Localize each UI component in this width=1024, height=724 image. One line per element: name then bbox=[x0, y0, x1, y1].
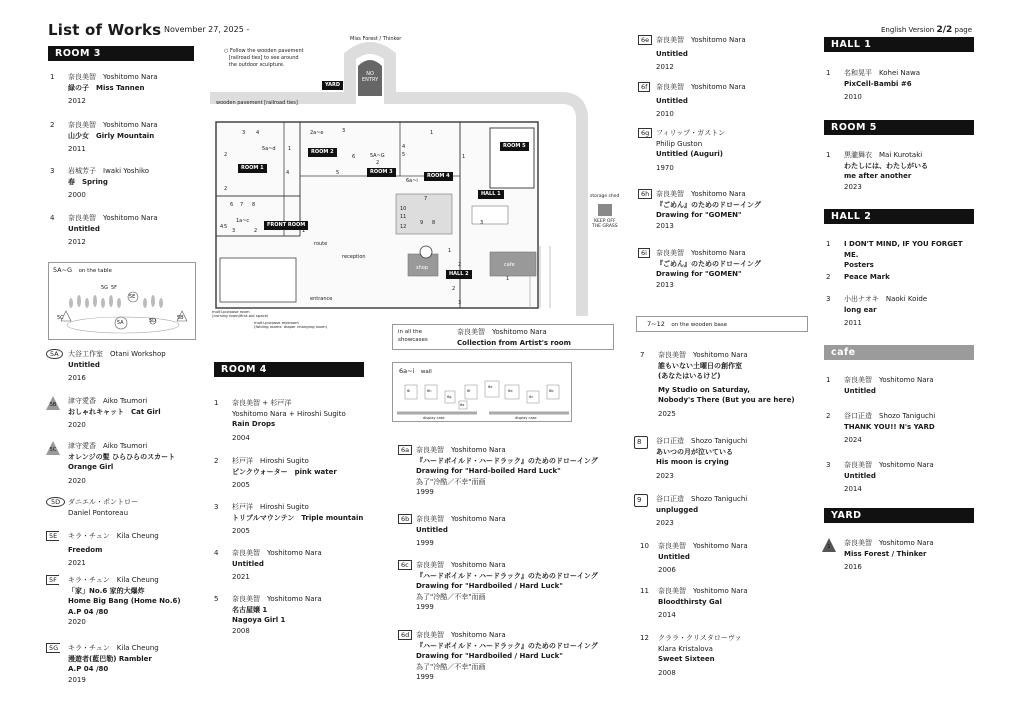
map-num: 5 bbox=[336, 170, 340, 176]
section-hall1: HALL 1 bbox=[824, 37, 974, 52]
map-hall1: HALL 1 bbox=[478, 190, 504, 199]
map-num: 1 bbox=[448, 248, 452, 254]
wall-mark: 6a bbox=[460, 403, 465, 407]
map-num: 1 bbox=[430, 130, 434, 136]
map-restroom-2: multi-purpose restroom (folding rooms' diaper changing room) bbox=[254, 320, 328, 330]
yard-tag: YARD bbox=[322, 81, 343, 90]
display-case-label: display case bbox=[423, 416, 445, 420]
map-num: 5 bbox=[402, 152, 406, 158]
map-num: 6 bbox=[352, 154, 356, 160]
list-item: 6h 奈良美智 Yoshitomo Nara 『ごめん』のためのドローイング Drawing for "GOMEN" 2013 bbox=[638, 189, 808, 231]
map-hall2: HALL 2 bbox=[446, 270, 472, 279]
map-num: 3 bbox=[342, 128, 346, 134]
mark-5a: 5A bbox=[117, 320, 124, 326]
map-num: 9 bbox=[420, 220, 424, 226]
map-front-room: FRONT ROOM bbox=[264, 221, 308, 230]
pavement-label: wooden pavement [railroad ties] bbox=[216, 100, 298, 106]
wall-mark: 6c bbox=[529, 395, 534, 399]
map-num: 6 bbox=[230, 202, 234, 208]
list-item: 6b 奈良美智 Yoshitomo Nara Untitled 1999 bbox=[398, 514, 628, 549]
wall-mark: 6g bbox=[447, 395, 452, 399]
map-num: 3 bbox=[232, 228, 236, 234]
list-item: 5F キラ・チュン Kila Cheung 「家」No.6 家的大爆炸 Home Big Bang (Home No.6) A.P 04 /80 2020 bbox=[46, 575, 206, 628]
table-figures bbox=[49, 263, 195, 339]
map-room5: ROOM 5 bbox=[500, 142, 529, 151]
map-keep-off: KEEP OFF THE GRASS bbox=[592, 219, 618, 229]
mark-5b: 5B bbox=[177, 315, 184, 321]
mark-5d: 5D bbox=[149, 318, 157, 324]
list-item: 6i 奈良美智 Yoshitomo Nara 『ごめん』のためのドローイング Drawing for "GOMEN" 2013 bbox=[638, 248, 808, 290]
map-num: 12 bbox=[400, 224, 407, 230]
map-num: 2 bbox=[376, 160, 380, 166]
map-num: 8 bbox=[252, 202, 256, 208]
list-item: 3 岩城芳子 Iwaki Yoshiko 春 Spring 2000 bbox=[50, 167, 150, 199]
map-num: 1 bbox=[302, 228, 306, 234]
map-note: ○ Follow the wooden pavement [railroad ties] to see around the outdoor sculpture. bbox=[224, 48, 304, 68]
list-item: 1 名和晃平 Kohei Nawa PixCell-Bambi #6 2010 bbox=[826, 69, 920, 101]
list-item: 2 Peace Mark bbox=[826, 273, 890, 281]
map-num: 1a~c bbox=[236, 218, 250, 224]
map-num: 4 bbox=[256, 130, 260, 136]
list-item: 5B 津守愛香 Aiko Tsumori おしゃれキャット Cat Girl 2020 bbox=[46, 396, 206, 431]
list-item: 2 奈良美智 Yoshitomo Nara 山少女 Girly Mountain 2011 bbox=[50, 121, 158, 153]
section-room4: ROOM 4 bbox=[214, 362, 364, 377]
section-cafe: cafe bbox=[824, 345, 974, 360]
wall-mark: 6f bbox=[467, 389, 471, 393]
mark-5g: 5G bbox=[101, 285, 109, 291]
wall-mark: 6d bbox=[508, 389, 513, 393]
wall-mark: 6i bbox=[407, 389, 411, 393]
list-item: 5A 大谷工作室 Otani Workshop Untitled 2016 bbox=[46, 349, 206, 384]
map-num: 7 bbox=[240, 202, 244, 208]
list-item: 1 奈良美智 + 杉戸洋 Yoshitomo Nara + Hiroshi Sugito Rain Drops 2004 bbox=[214, 399, 346, 442]
map-num: 3 bbox=[242, 130, 246, 136]
list-item: 8 谷口正造 Shozo Taniguchi あいつの月が泣いている His moon is crying 2023 bbox=[634, 436, 810, 481]
map-num: 7 bbox=[424, 196, 428, 202]
list-item: 9 谷口正造 Shozo Taniguchi unplugged 2023 bbox=[634, 494, 810, 529]
list-item: 5C 津守愛香 Aiko Tsumori オレンジの髪 ひらひらのスカート Orange Girl 2020 bbox=[46, 441, 206, 486]
list-item: 12 クララ・クリスタローヴァ Klara Kristalova Sweet Sixteen 2008 bbox=[640, 634, 742, 677]
mark-5c: 5C bbox=[57, 315, 64, 321]
map-num: 1 bbox=[462, 154, 466, 160]
list-item: 6e 奈良美智 Yoshitomo Nara Untitled 2012 bbox=[638, 35, 808, 73]
wall-mark: 6h bbox=[427, 389, 432, 393]
list-item: 3 奈良美智 Yoshitomo Nara Untitled 2014 bbox=[826, 461, 934, 493]
list-item: 6c 奈良美智 Yoshitomo Nara 『ハードボイルド・ハードラック』のためのドローイング Drawing for "Hardboiled / Hard Luck" 為了"冷酷／不幸"而画 1999 bbox=[398, 560, 628, 613]
map-num: 2 bbox=[458, 262, 462, 268]
list-item: 11 奈良美智 Yoshitomo Nara Bloodthirsty Gal 2014 bbox=[640, 587, 748, 619]
map-shop: shop bbox=[416, 265, 429, 271]
wall-mark: 6b bbox=[549, 389, 554, 393]
map-reception: reception bbox=[342, 254, 366, 260]
list-item: 3 杉戸洋 Hiroshi Sugito トリプルマウンテン Triple mountain 2005 bbox=[214, 503, 364, 535]
page-title: List of Works bbox=[48, 21, 162, 39]
map-num: 1 bbox=[288, 146, 292, 152]
table-diagram: 5A~G on the table 5G 5F 5E 5C 5A 5D 5B bbox=[48, 262, 196, 340]
list-item: 5 奈良美智 Yoshitomo Nara 名古屋嬢 1 Nagoya Girl 1 2008 bbox=[214, 595, 322, 635]
map-room2: ROOM 2 bbox=[308, 148, 337, 157]
showcase-note: in all the showcases 奈良美智 Yoshitomo Nara Collection from Artist's room bbox=[392, 324, 614, 350]
map-num: 2 bbox=[224, 186, 228, 192]
map-num: 2 bbox=[254, 228, 258, 234]
map-num: 1 bbox=[506, 276, 510, 282]
exhibition-date: November 27, 2025 - bbox=[164, 25, 250, 34]
mark-5e: 5E bbox=[129, 294, 136, 300]
map-num: 5A~G bbox=[370, 153, 385, 159]
map-num: 6a~i bbox=[406, 178, 418, 184]
list-item: 5D ダニエル・ポントロー Daniel Pontoreau bbox=[46, 497, 206, 518]
section-room3: ROOM 3 bbox=[48, 46, 194, 61]
section-yard: YARD bbox=[824, 508, 974, 523]
map-entrance: entrance bbox=[310, 296, 333, 302]
map-room1: ROOM 1 bbox=[238, 164, 267, 173]
list-item: 5E キラ・チュン Kila Cheung Freedom 2021 bbox=[46, 531, 206, 569]
list-item: 4 奈良美智 Yoshitomo Nara Untitled 2021 bbox=[214, 549, 322, 581]
map-room4: ROOM 4 bbox=[424, 172, 453, 181]
list-item: 1 奈良美智 Yoshitomo Nara 緑の子 Miss Tannen 2012 bbox=[50, 73, 158, 105]
map-cafe: cafe bbox=[504, 262, 515, 268]
map-num: 8 bbox=[432, 220, 436, 226]
list-item: 1 奈良美智 Yoshitomo Nara Untitled bbox=[826, 376, 934, 395]
list-item: 3 小出ナオキ Naoki Koide long ear 2011 bbox=[826, 295, 928, 327]
map-num: 4 bbox=[402, 144, 406, 150]
map-num: 2a~e bbox=[310, 130, 324, 136]
list-item: 1 I DON'T MIND, IF YOU FORGET ME. Posters bbox=[826, 240, 963, 269]
list-item: 4 奈良美智 Yoshitomo Nara Untitled 2012 bbox=[50, 214, 158, 246]
version-label: English Version 2/2 page bbox=[880, 25, 972, 35]
map-restroom: multi-purpose room (nursing room/first-aid space) bbox=[212, 309, 269, 319]
list-item: 5G キラ・チュン Kila Cheung 漫遊者(藍巴勒) Rambler A.P 04 /80 2019 bbox=[46, 643, 206, 685]
list-item: 1 奈良美智 Yoshitomo Nara Miss Forest / Thinker 2016 bbox=[822, 538, 978, 573]
map-num: 10 bbox=[400, 206, 407, 212]
map-num: 4 bbox=[286, 170, 290, 176]
list-item: 7 奈良美智 Yoshitomo Nara 誰もいない土曜日の創作室 (あなたはいるけど) My Studio on Saturday, Nobody's There (But you are here) 2025 bbox=[640, 351, 795, 418]
map-num: 3 bbox=[458, 300, 462, 306]
map-num: 11 bbox=[400, 214, 407, 220]
list-item: 10 奈良美智 Yoshitomo Nara Untitled 2006 bbox=[640, 542, 748, 574]
map-route: route bbox=[314, 241, 328, 247]
map-num: 2 bbox=[224, 152, 228, 158]
list-item: 1 黒瀧舞衣 Mai Kurotaki わたしには、わたしがいる me after another 2023 bbox=[826, 151, 928, 191]
wooden-base-note: 7~12 on the wooden base bbox=[636, 316, 808, 332]
no-entry-sign: NO ENTRY bbox=[362, 71, 379, 83]
wall-diagram: 6a~i wall 6i 6h 6g 6f 6e 6d 6c 6b 6a display case display case bbox=[392, 362, 572, 422]
floor-map bbox=[210, 36, 620, 330]
list-item: 6g フィリップ・ガストン Philip Guston Untitled (Auguri) 1970 bbox=[638, 128, 808, 173]
map-num: 4 bbox=[220, 224, 224, 230]
list-item: 6f 奈良美智 Yoshitomo Nara Untitled 2010 bbox=[638, 82, 808, 120]
wall-mark: 6e bbox=[488, 385, 493, 389]
map-num: 2 bbox=[452, 286, 456, 292]
map-num: 3 bbox=[480, 220, 484, 226]
section-hall2: HALL 2 bbox=[824, 209, 974, 224]
list-item: 2 谷口正造 Shozo Taniguchi THANK YOU!! N's YARD 2024 bbox=[826, 412, 936, 444]
list-item: 6d 奈良美智 Yoshitomo Nara 『ハードボイルド・ハードラック』のためのドローイング Drawing for "Hardboiled / Hard Luck" 為了"冷酷／不幸"而画 1999 bbox=[398, 630, 628, 683]
list-item: 6a 奈良美智 Yoshitomo Nara 『ハードボイルド・ハードラック』のためのドローイング Drawing for "Hard-boiled Hard Luck" 為了"冷酷／不幸"而画 1999 bbox=[398, 445, 628, 498]
map-room3: ROOM 3 bbox=[367, 168, 396, 177]
map-num: 5 bbox=[224, 224, 228, 230]
map-num: 5a~d bbox=[262, 146, 276, 152]
mark-5f: 5F bbox=[111, 285, 118, 291]
list-item: 2 杉戸洋 Hiroshi Sugito ピンクウォーター pink water 2005 bbox=[214, 457, 337, 489]
map-storage: storage shed bbox=[590, 194, 620, 199]
display-case-label: display case bbox=[515, 416, 537, 420]
map-top-label: Miss Forest / Thinker bbox=[350, 36, 402, 42]
section-room5: ROOM 5 bbox=[824, 120, 974, 135]
